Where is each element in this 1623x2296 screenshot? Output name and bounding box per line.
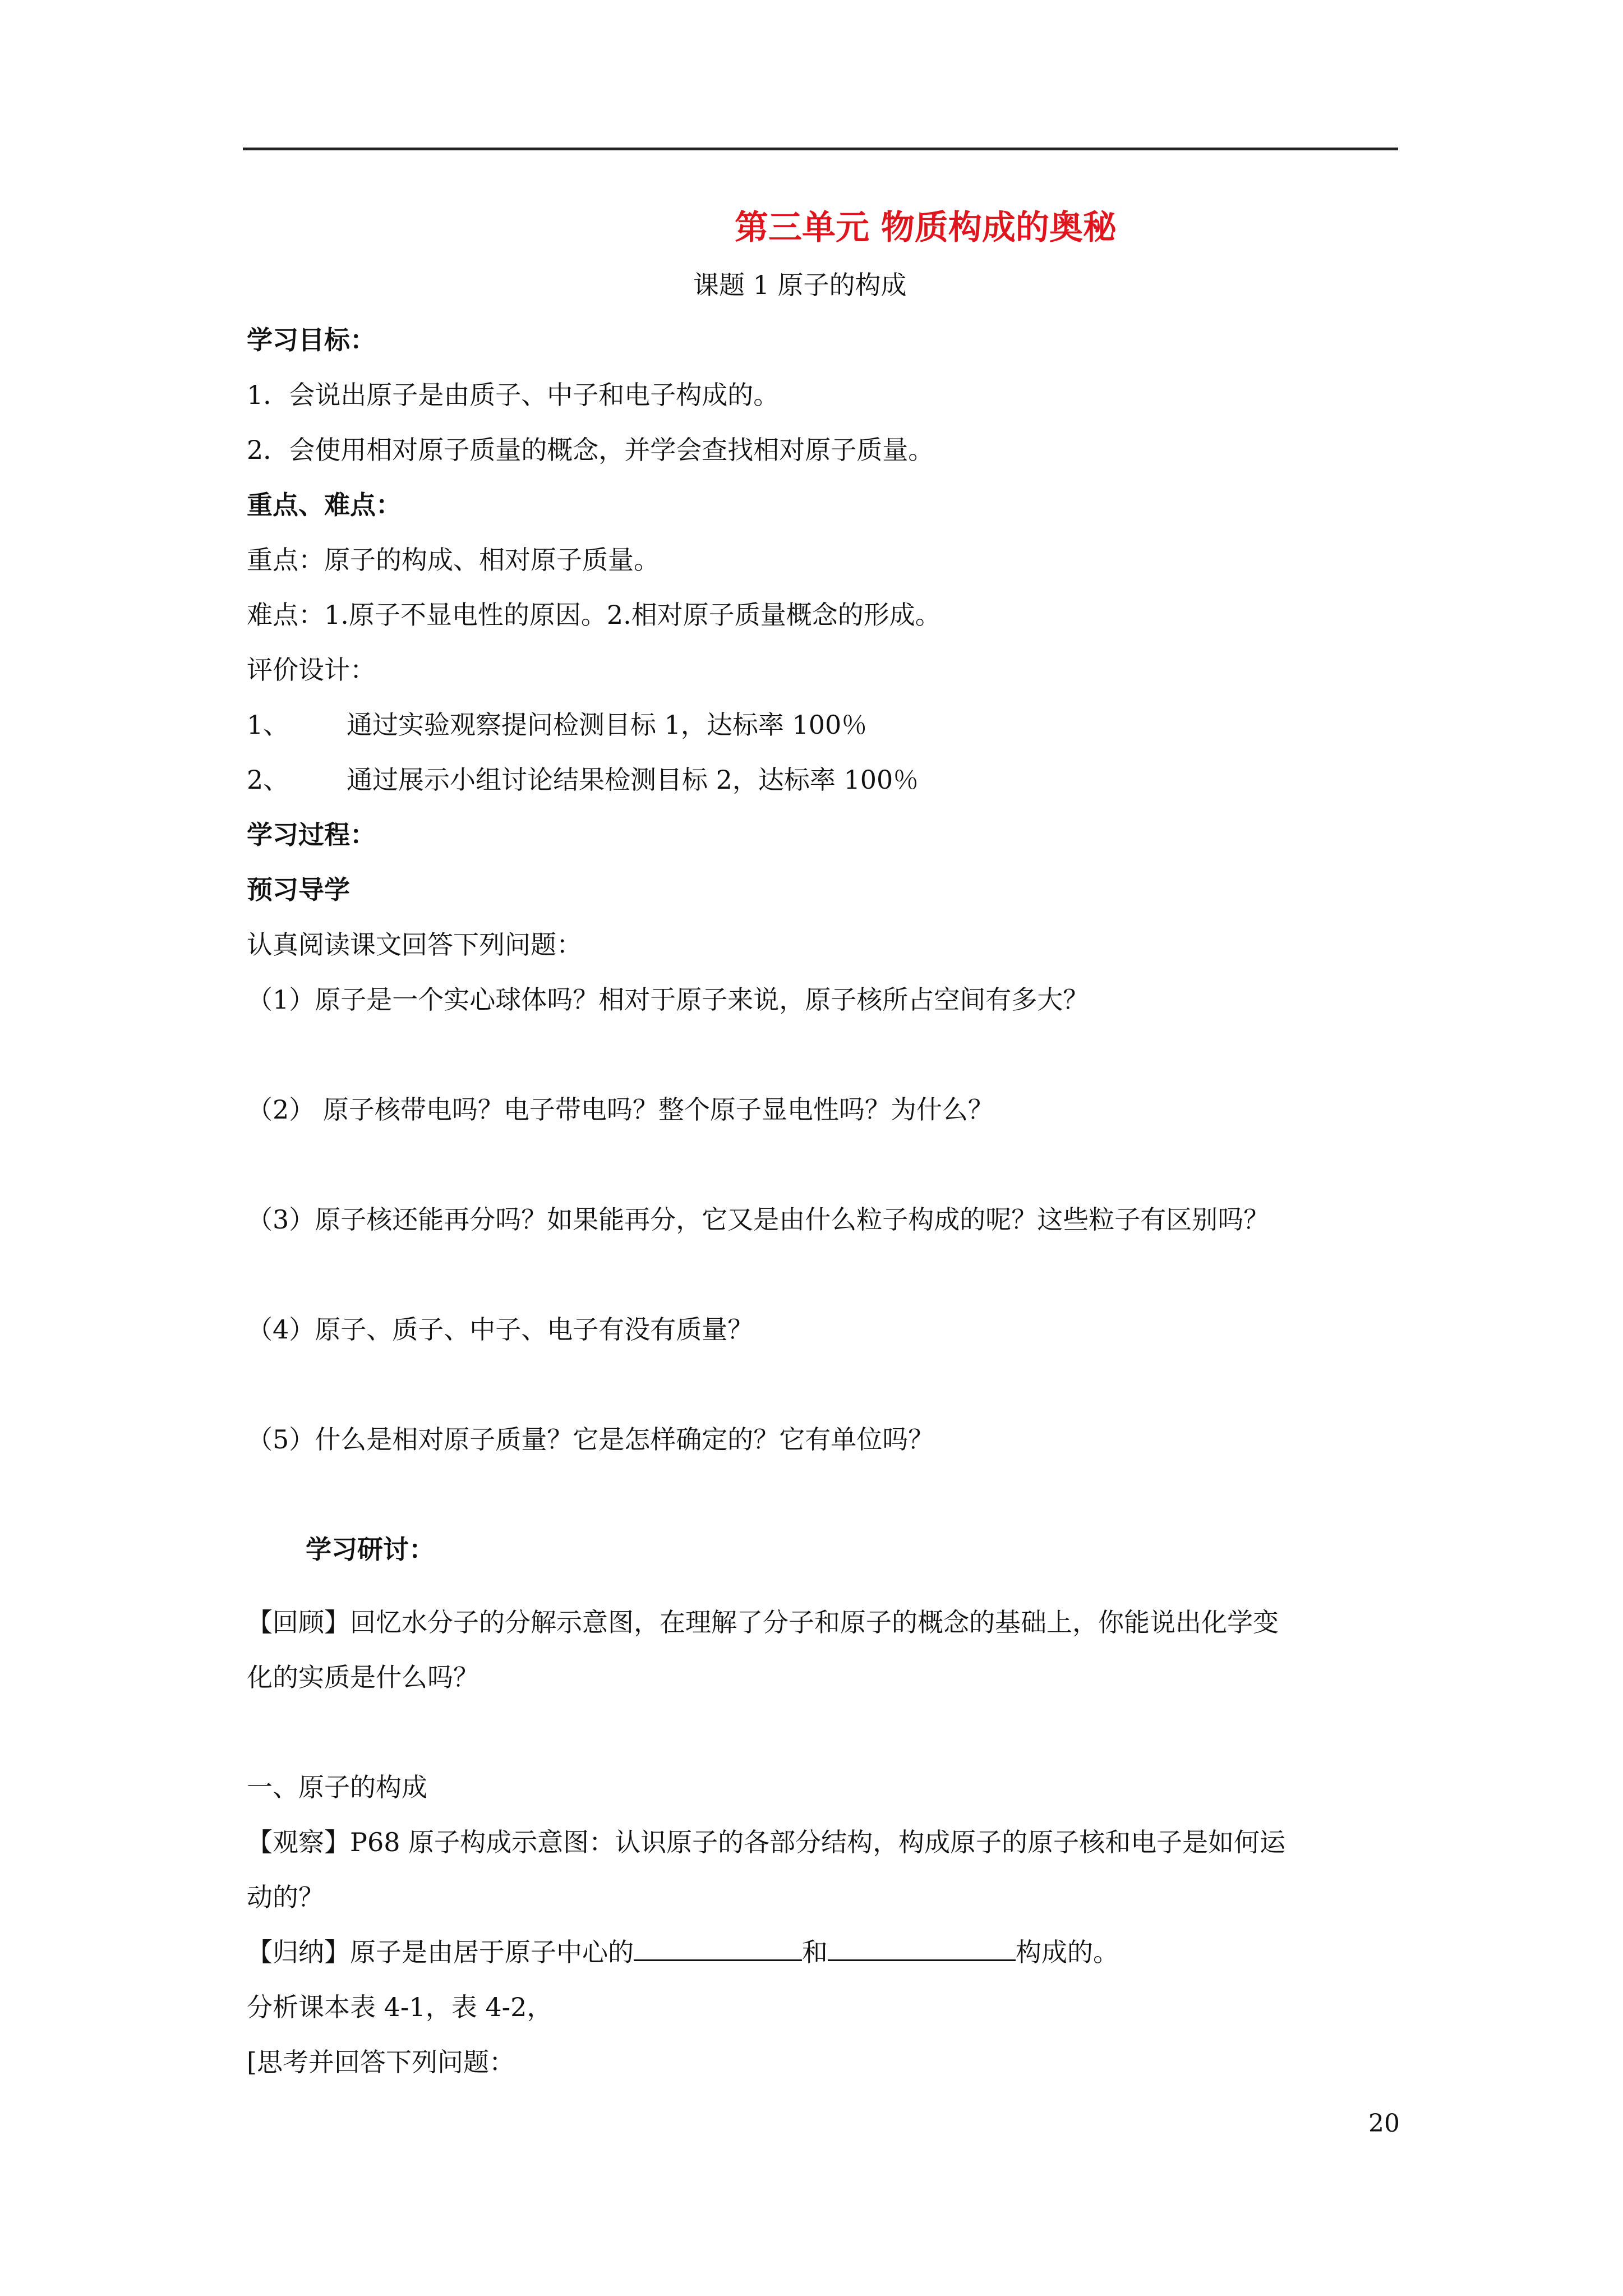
summary-part-1: 【归纳】原子是由居于原子中心的 xyxy=(247,1937,634,1967)
question-5: （5）什么是相对原子质量？它是怎样确定的？它有单位吗？ xyxy=(247,1424,934,1455)
objective-item-2: 2．会使用相对原子质量的概念，并学会查找相对原子质量。 xyxy=(247,435,934,465)
think-line: [思考并回答下列问题： xyxy=(247,2047,515,2077)
evaluation-heading: 评价设计： xyxy=(247,655,376,685)
evaluation-text-1: 通过实验观察提问检测目标 1，达标率 100％ xyxy=(347,710,868,740)
objectives-heading: 学习目标： xyxy=(247,325,376,355)
analyze-line: 分析课本表 4-1，表 4-2， xyxy=(247,1992,553,2022)
review-line-2: 化的实质是什么吗？ xyxy=(247,1662,479,1692)
difficult-point: 难点：1.原子不显电性的原因。2.相对原子质量概念的形成。 xyxy=(247,600,941,630)
observe-line-2: 动的？ xyxy=(247,1882,324,1912)
fill-blank-2[interactable] xyxy=(828,1937,1016,1961)
summary-part-2: 和 xyxy=(802,1937,828,1967)
summary-part-3: 构成的。 xyxy=(1016,1937,1119,1967)
study-heading: 学习研讨： xyxy=(306,1534,435,1565)
review-line-1: 【回顾】回忆水分子的分解示意图，在理解了分子和原子的概念的基础上，你能说出化学变 xyxy=(247,1607,1279,1637)
unit-title: 第三单元 物质构成的奥秘 xyxy=(735,208,1117,247)
evaluation-num-1: 1、 xyxy=(247,710,289,740)
question-4: （4）原子、质子、中子、电子有没有质量？ xyxy=(247,1314,754,1345)
evaluation-num-2: 2、 xyxy=(247,765,289,795)
keypoints-heading: 重点、难点： xyxy=(247,490,402,520)
objective-item-1: 1．会说出原子是由质子、中子和电子构成的。 xyxy=(247,380,780,410)
question-3: （3）原子核还能再分吗？如果能再分，它又是由什么粒子构成的呢？这些粒子有区别吗？ xyxy=(247,1204,1270,1235)
evaluation-text-2: 通过展示小组讨论结果检测目标 2，达标率 100％ xyxy=(347,765,919,795)
summary-line xyxy=(247,1936,1119,1968)
fill-blank-1[interactable] xyxy=(634,1937,802,1961)
lesson-title: 课题 1 原子的构成 xyxy=(693,270,907,300)
key-point: 重点：原子的构成、相对原子质量。 xyxy=(247,545,660,575)
observe-line-1: 【观察】P68 原子构成示意图：认识原子的各部分结构，构成原子的原子核和电子是如何运 xyxy=(247,1827,1286,1857)
preview-intro: 认真阅读课文回答下列问题： xyxy=(247,930,582,960)
question-1: （1）原子是一个实心球体吗？相对于原子来说，原子核所占空间有多大？ xyxy=(247,984,1089,1015)
header-rule xyxy=(243,148,1398,150)
process-heading: 学习过程： xyxy=(247,820,376,850)
page-number: 20 xyxy=(1368,2109,1400,2138)
section-atom-structure: 一、原子的构成 xyxy=(247,1772,427,1802)
preview-heading: 预习导学 xyxy=(247,875,350,905)
question-2: （2） 原子核带电吗？电子带电吗？整个原子显电性吗？为什么？ xyxy=(247,1094,994,1125)
